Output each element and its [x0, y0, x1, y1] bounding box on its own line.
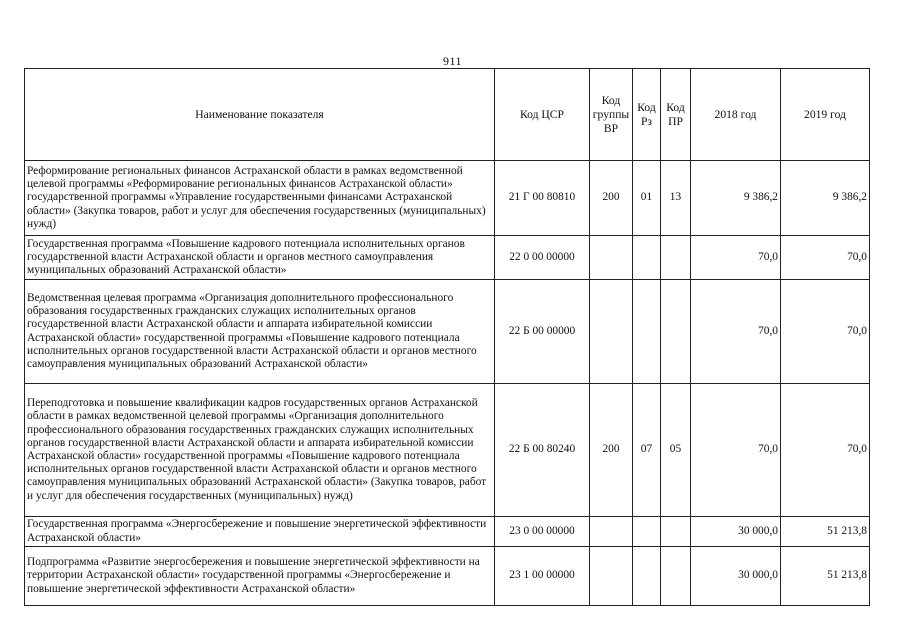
header-name: Наименование показателя: [25, 69, 495, 161]
row-vr: [590, 280, 633, 384]
row-name: Государственная программа «Повышение кадрового потенциала исполнительных органов государственной власти Астраханской области и органов местного самоуправления муниципальных образований Астраханской области»: [25, 236, 495, 280]
row-csr: 23 1 00 00000: [495, 547, 590, 606]
row-vr: 200: [590, 384, 633, 517]
table-row: [25, 547, 870, 606]
row-name: Подпрограмма «Развитие энергосбережения и повышение энергетической эффективности на территории Астраханской области» государственной программы «Энергосбережение и повышение энергетической эффективности Астраханской области»: [25, 547, 495, 606]
row-vr: [590, 517, 633, 547]
row-csr: 21 Г 00 80810: [495, 161, 590, 236]
table-row: [25, 517, 870, 547]
row-pr: [661, 280, 691, 384]
header-csr: Код ЦСР: [495, 69, 590, 161]
row-2018: 70,0: [691, 280, 781, 384]
row-csr: 22 Б 00 00000: [495, 280, 590, 384]
table-row: [25, 236, 870, 280]
row-rz: [633, 547, 661, 606]
row-rz: [633, 280, 661, 384]
row-2018: 9 386,2: [691, 161, 781, 236]
header-pr: Код ПР: [661, 69, 691, 161]
row-pr: 13: [661, 161, 691, 236]
row-rz: [633, 236, 661, 280]
row-2019: 9 386,2: [781, 161, 870, 236]
header-2019: 2019 год: [781, 69, 870, 161]
table-header-row: [25, 69, 870, 161]
row-2018: 70,0: [691, 384, 781, 517]
row-2019: 51 213,8: [781, 547, 870, 606]
row-2019: 70,0: [781, 236, 870, 280]
row-pr: [661, 547, 691, 606]
budget-table: [24, 68, 870, 606]
header-vr: Код группы ВР: [590, 69, 633, 161]
row-pr: [661, 236, 691, 280]
row-csr: 22 0 00 00000: [495, 236, 590, 280]
row-name: Реформирование региональных финансов Астраханской области в рамках ведомственной целевой программы «Реформирование региональных финансов Астраханской области» государственной программы «Управление государственными финансами Астраханской области» (Закупка товаров, работ и услуг для обеспечения государственных (муниципальных) нужд): [25, 161, 495, 236]
row-pr: 05: [661, 384, 691, 517]
row-name: Переподготовка и повышение квалификации кадров государственных органов Астраханской области в рамках ведомственной целевой программы «Организация дополнительного профессионального образования государственных гражданских служащих исполнительных органов государственной власти Астраханской области и аппарата избирательной комиссии Астраханской области» государственной программы «Повышение кадрового потенциала исполнительных органов государственной власти Астраханской области и органов местного самоуправления муниципальных образований Астраханской области» (Закупка товаров, работ и услуг для обеспечения государственных (муниципальных) нужд): [25, 384, 495, 517]
row-2018: 70,0: [691, 236, 781, 280]
header-rz: Код Рз: [633, 69, 661, 161]
row-rz: 01: [633, 161, 661, 236]
row-2018: 30 000,0: [691, 517, 781, 547]
page-number: 911: [442, 54, 463, 68]
row-vr: 200: [590, 161, 633, 236]
row-rz: [633, 517, 661, 547]
header-2018: 2018 год: [691, 69, 781, 161]
row-2019: 70,0: [781, 384, 870, 517]
row-name: Ведомственная целевая программа «Организация дополнительного профессионального образования государственных гражданских служащих исполнительных органов государственной власти Астраханской области и аппарата избирательной комиссии Астраханской области» государственной программы «Повышение кадрового потенциала исполнительных органов государственной власти Астраханской области и органов местного самоуправления муниципальных образований Астраханской области»: [25, 280, 495, 384]
row-2018: 30 000,0: [691, 547, 781, 606]
row-vr: [590, 236, 633, 280]
row-rz: 07: [633, 384, 661, 517]
row-pr: [661, 517, 691, 547]
table-row: [25, 161, 870, 236]
row-2019: 51 213,8: [781, 517, 870, 547]
row-2019: 70,0: [781, 280, 870, 384]
row-csr: 22 Б 00 80240: [495, 384, 590, 517]
row-vr: [590, 547, 633, 606]
row-csr: 23 0 00 00000: [495, 517, 590, 547]
row-name: Государственная программа «Энергосбережение и повышение энергетической эффективности Астраханской области»: [25, 517, 495, 547]
table-row: [25, 384, 870, 517]
table-row: [25, 280, 870, 384]
